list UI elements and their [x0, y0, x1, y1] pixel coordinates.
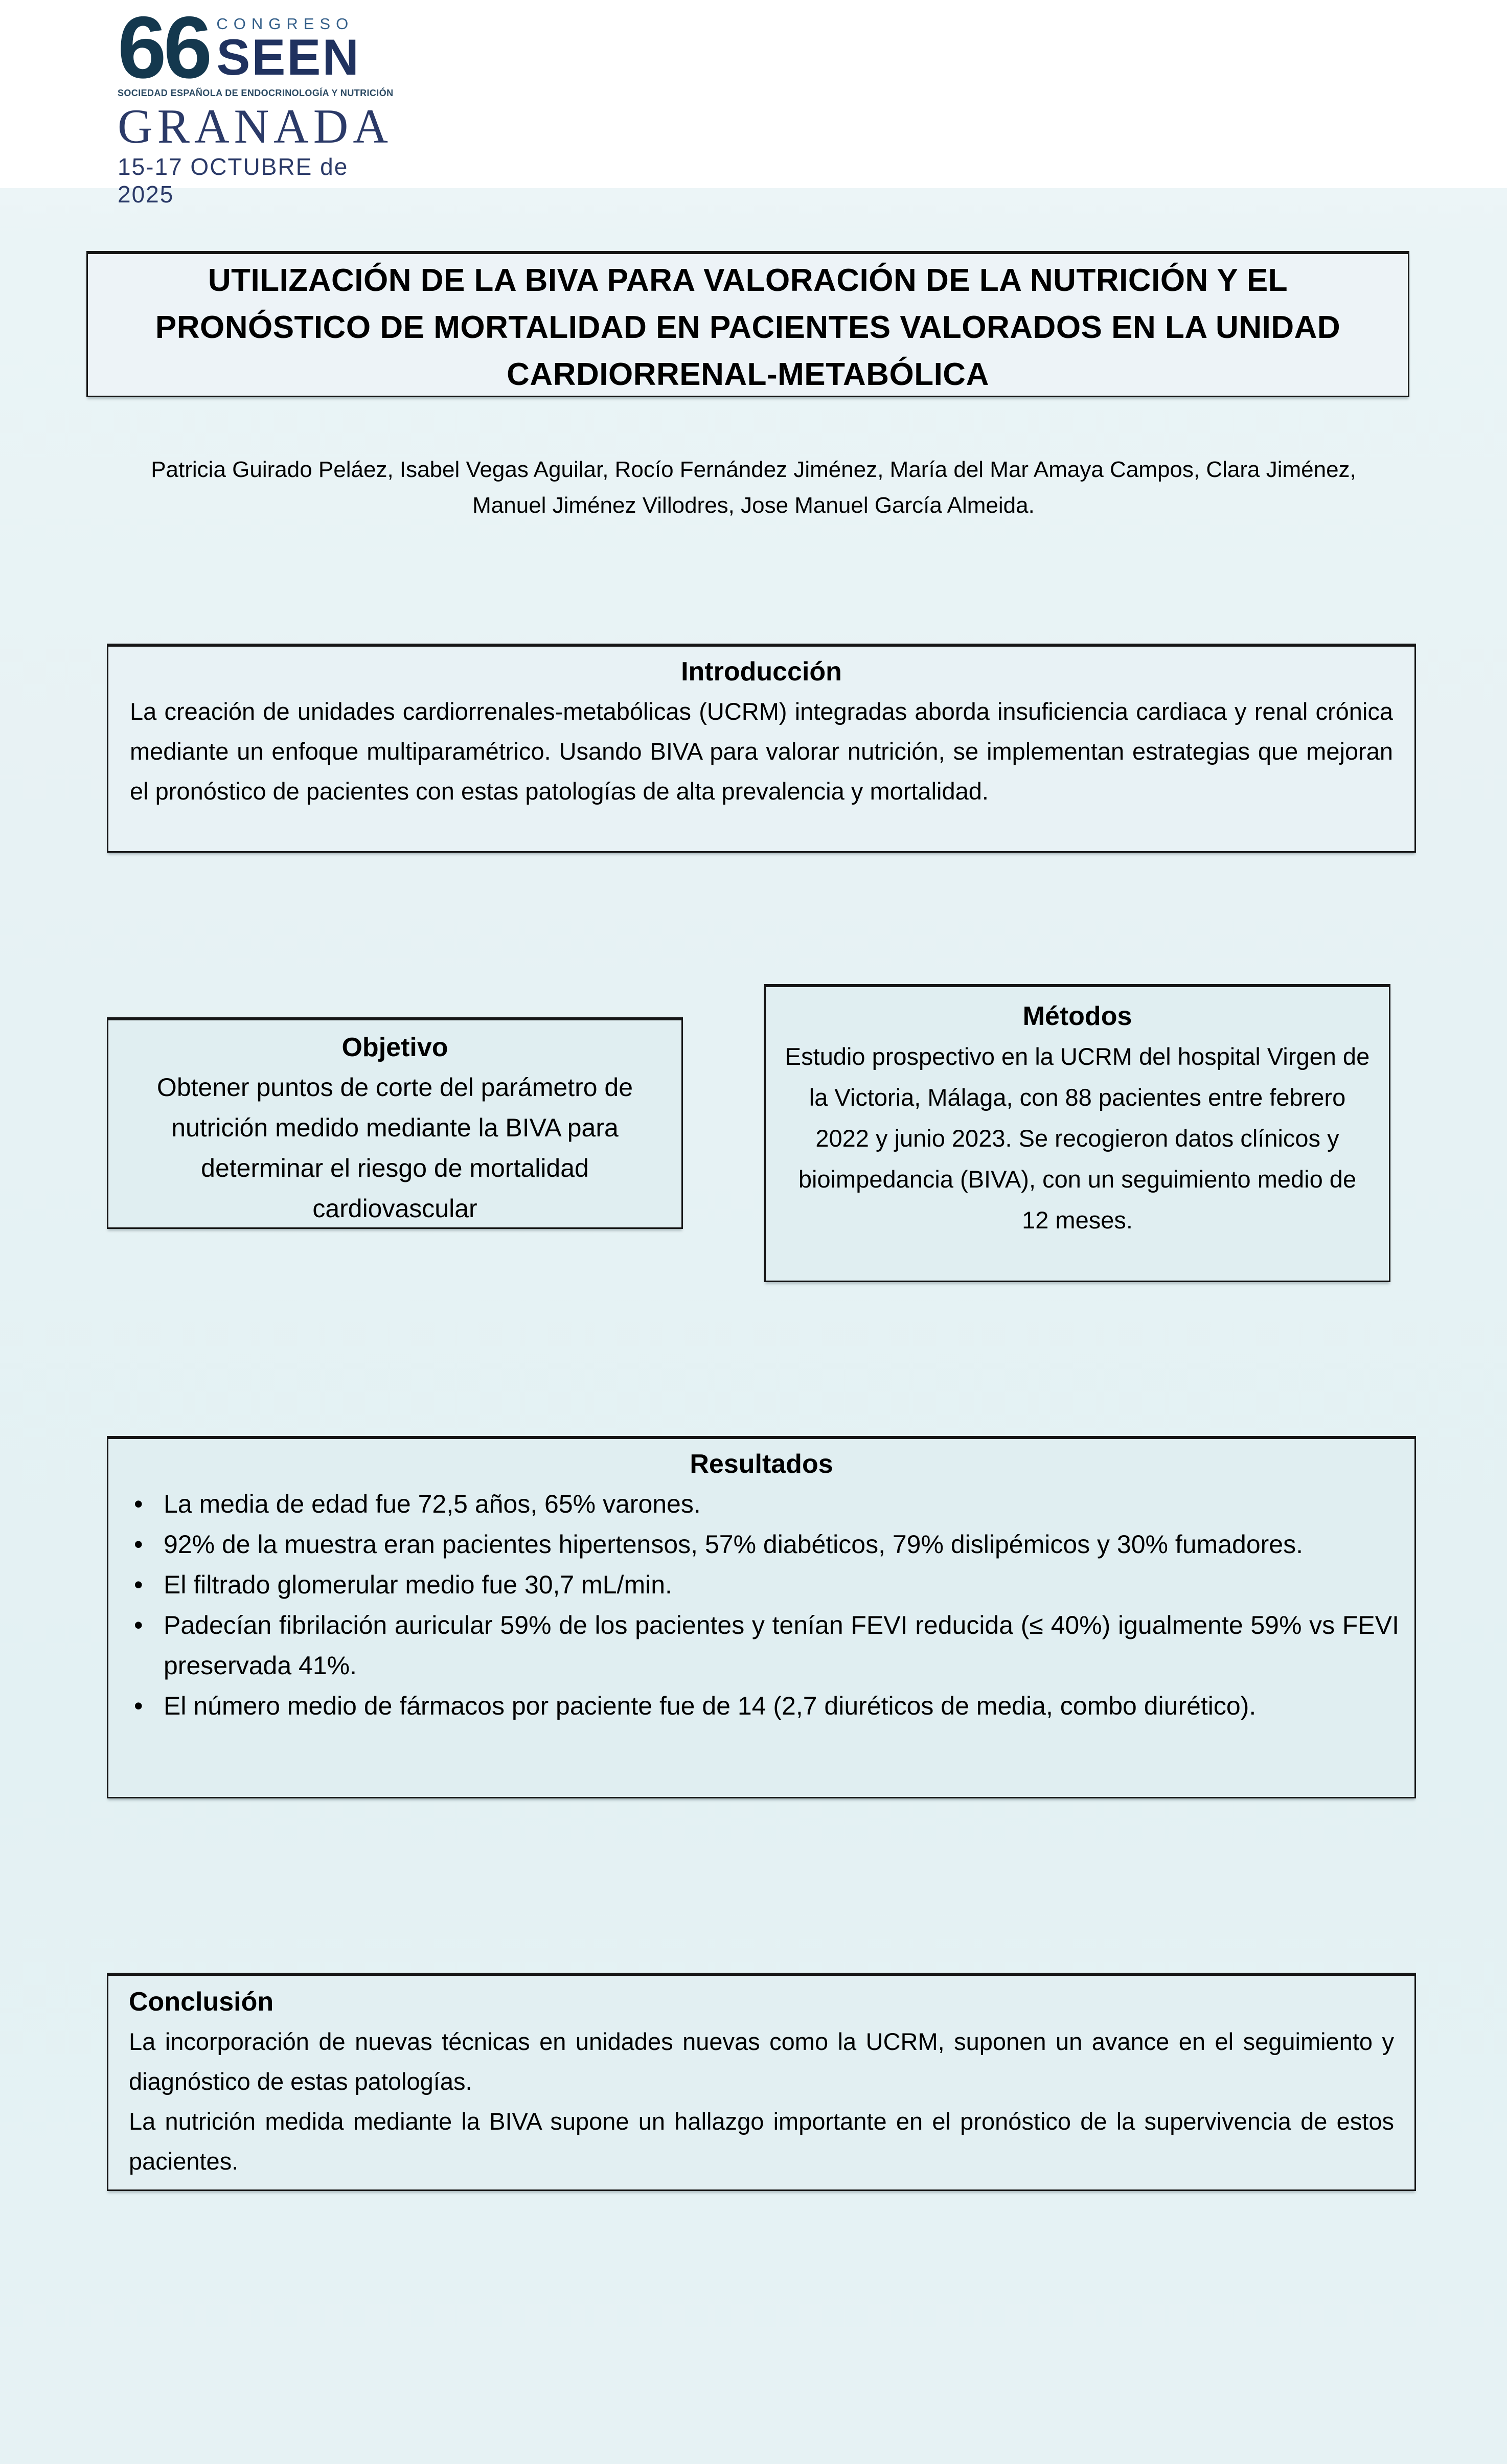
resultados-bullet-3: • El filtrado glomerular medio fue 30,7 mL/min.	[124, 1565, 1399, 1605]
diamond-shape	[914, 50, 992, 128]
resultados-bullet-1: • La media de edad fue 72,5 años, 65% varones.	[124, 1484, 1399, 1524]
logo-edition-number: 66	[118, 0, 210, 97]
section-metodos	[764, 984, 1390, 1282]
poster-title-line-3: CARDIORRENAL-METABÓLICA	[507, 357, 989, 392]
granada-alhambra-artwork	[791, 0, 1507, 188]
diamond-shape	[1319, 105, 1437, 188]
header-band	[0, 0, 1507, 208]
objetivo-body: Obtener puntos de corte del parámetro de nutrición medido mediante la BIVA para determinar el riesgo de mortalidad cardiovascular	[156, 1073, 633, 1223]
metodos-heading: Métodos	[1022, 1001, 1132, 1031]
section-resultados	[107, 1436, 1416, 1798]
conclusion-heading: Conclusión	[129, 1987, 274, 2017]
introduccion-heading: Introducción	[681, 657, 842, 687]
conclusion-paragraph-2: La nutrición medida mediante la BIVA supone un hallazgo importante en el pronóstico de la supervivencia de estos pacientes.	[129, 2108, 1394, 2175]
logo-city: GRANADA	[118, 99, 393, 153]
diamond-shape	[957, 98, 1050, 188]
section-objetivo	[107, 1017, 683, 1229]
section-introduccion	[107, 644, 1416, 853]
diamond-shape	[1126, 106, 1240, 188]
authors-list: Patricia Guirado Peláez, Isabel Vegas Aguilar, Rocío Fernández Jiménez, María del Mar Amaya Campos, Clara Jiménez, Manuel Jiménez Villodres, Jose Manuel García Almeida.	[151, 457, 1356, 518]
conclusion-paragraph-1: La incorporación de nuevas técnicas en unidades nuevas como la UCRM, suponen un avance en el seguimiento y diagnóstico de estas patologías.	[129, 2028, 1394, 2095]
section-conclusion	[107, 1973, 1416, 2191]
resultados-bullet-4: • Padecían fibrilación auricular 59% de los pacientes y tenían FEVI reducida (≤ 40%) igualmente 59% vs FEVI preservada 41%.	[124, 1605, 1399, 1686]
logo-society-name: SOCIEDAD ESPAÑOLA DE ENDOCRINOLOGÍA Y NUTRICIÓN	[118, 88, 394, 98]
diamond-shape	[998, 17, 1085, 103]
diamond-shape	[874, 114, 977, 188]
objetivo-heading: Objetivo	[341, 1033, 448, 1062]
poster-title-line-2: PRONÓSTICO DE MORTALIDAD EN PACIENTES VALORADOS EN LA UNIDAD	[155, 310, 1341, 345]
diamond-shape	[792, 75, 909, 188]
logo-congreso-label: CONGRESO	[216, 15, 354, 33]
metodos-body: Estudio prospectivo en la UCRM del hospital Virgen de la Victoria, Málaga, con 88 pacientes entre febrero 2022 y junio 2023. Se recogieron datos clínicos y bioimpedancia (BIVA), con un seguimiento medio de 12 meses.	[785, 1043, 1370, 1234]
resultados-heading: Resultados	[690, 1449, 833, 1479]
logo-dates: 15-17 OCTUBRE de 2025	[118, 153, 349, 208]
poster-title-box	[86, 251, 1409, 397]
logo-wordmark	[216, 14, 360, 85]
seen-congress-logo	[118, 0, 404, 208]
logo-seen-acronym: SEEN	[216, 29, 360, 85]
poster-title-line-1: UTILIZACIÓN DE LA BIVA PARA VALORACIÓN DE LA NUTRICIÓN Y EL	[208, 263, 1288, 298]
resultados-bullet-list	[124, 1484, 1399, 1726]
diamond-shape	[1230, 137, 1328, 188]
resultados-bullet-5: • El número medio de fármacos por paciente fue de 14 (2,7 diuréticos de media, combo diurético).	[124, 1686, 1399, 1726]
diamond-shape	[1036, 129, 1138, 188]
introduccion-body: La creación de unidades cardiorrenales-metabólicas (UCRM) integradas aborda insuficiencia cardiaca y renal crónica mediante un enfoque multiparamétrico. Usando BIVA para valorar nutrición, se implementan estrategias que mejoran el pronóstico de pacientes con estas patologías de alta prevalencia y mortalidad.	[130, 698, 1393, 805]
resultados-bullet-2: • 92% de la muestra eran pacientes hipertensos, 57% diabéticos, 79% dislipémicos y 30% fumadores.	[124, 1524, 1399, 1565]
